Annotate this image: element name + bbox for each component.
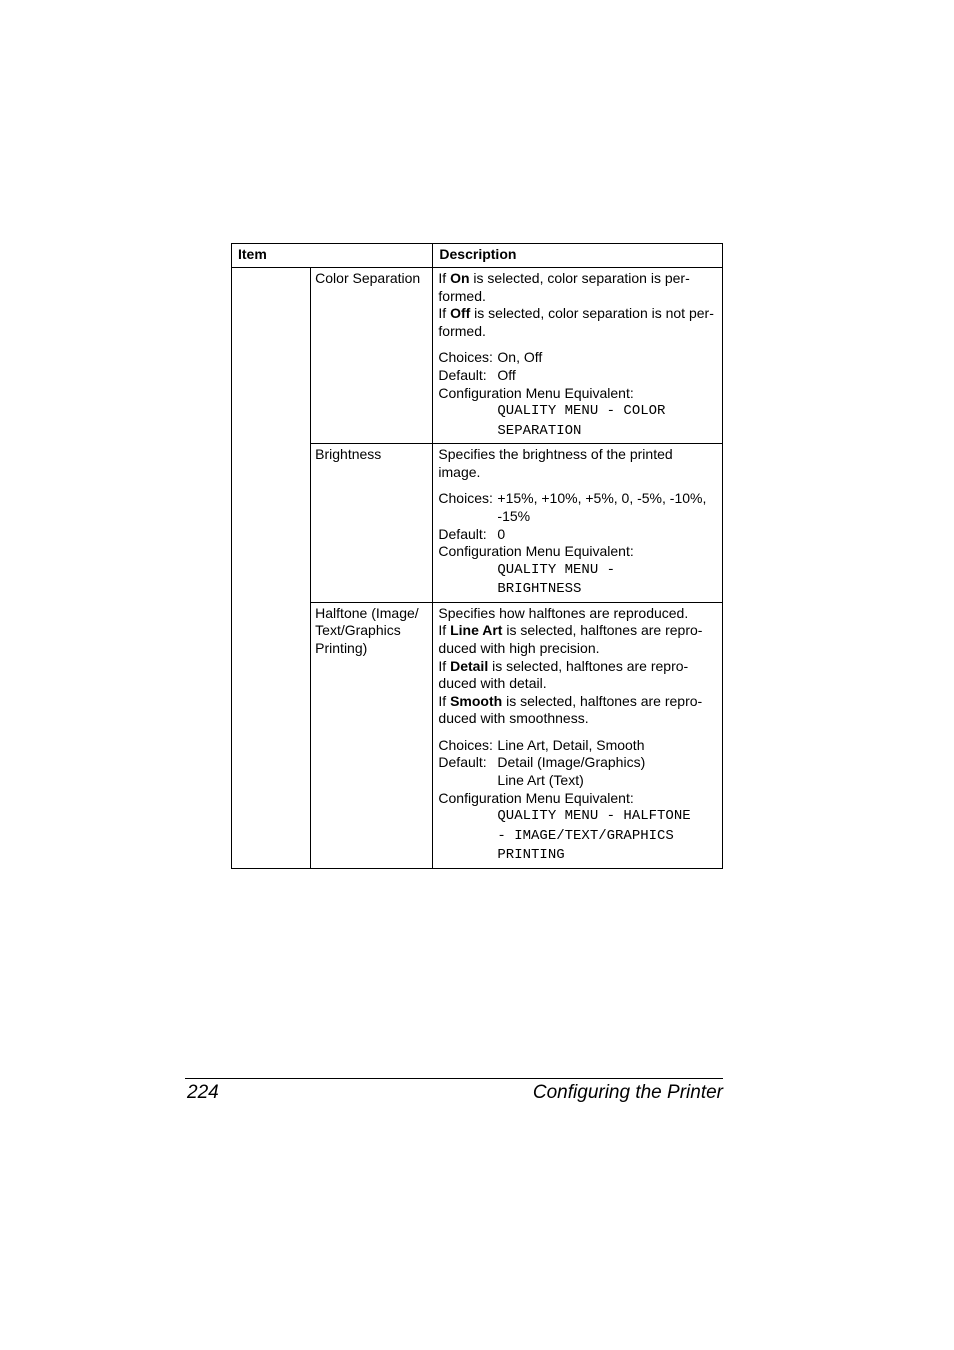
bold-term: Off xyxy=(450,305,471,322)
choices-label: Choices: xyxy=(438,490,493,507)
text-run: is selected, halftones are repro- xyxy=(488,657,689,674)
text-line: formed. xyxy=(438,287,486,304)
item-group-cell xyxy=(232,268,311,869)
config-label: Configuration Menu Equivalent: xyxy=(438,789,634,806)
settings-table xyxy=(231,243,723,869)
config-path-line: QUALITY MENU - HALFTONE xyxy=(497,808,691,825)
item-name-halftone xyxy=(311,602,433,868)
description-halftone xyxy=(433,602,723,868)
config-menu-path xyxy=(438,807,722,868)
choices-block xyxy=(438,490,722,601)
text-run: is selected, halftones are repro- xyxy=(502,622,703,639)
config-menu-path xyxy=(438,402,722,443)
header-item: Item xyxy=(232,244,433,268)
item-name-color-separation xyxy=(311,268,433,444)
default-value: Detail (Image/Graphics) xyxy=(497,754,646,771)
text-line: image. xyxy=(438,463,481,480)
bold-term: Detail xyxy=(450,657,489,674)
text-line: formed. xyxy=(438,322,486,339)
item-label: Halftone (Image/ xyxy=(315,604,419,621)
bold-term: Line Art xyxy=(450,622,503,639)
description-text xyxy=(438,605,722,728)
choices-value: On, Off xyxy=(497,349,543,366)
text-run: If xyxy=(438,692,451,709)
config-path-line: QUALITY MENU - xyxy=(497,561,616,578)
text-run: If xyxy=(438,305,451,322)
footer-divider xyxy=(185,1078,723,1079)
choices-value-continued: -15% xyxy=(497,507,531,524)
text-run: If xyxy=(438,657,451,674)
choices-value: Line Art, Detail, Smooth xyxy=(497,736,645,753)
bold-term: Smooth xyxy=(450,692,503,709)
text-run: is selected, color separation is per- xyxy=(469,270,690,286)
bold-term: On xyxy=(450,270,470,286)
config-path-line: QUALITY MENU - COLOR xyxy=(497,403,666,420)
description-text xyxy=(438,270,722,340)
text-line: Specifies how halftones are reproduced. xyxy=(438,604,689,621)
choices-label: Choices: xyxy=(438,349,493,366)
choices-value: +15%, +10%, +5%, 0, -5%, -10%, xyxy=(497,490,707,507)
text-line: duced with detail. xyxy=(438,675,547,692)
config-path-line: PRINTING xyxy=(497,847,565,864)
table-header-row xyxy=(232,244,723,268)
default-label: Default: xyxy=(438,754,487,771)
page-number: 224 xyxy=(187,1082,219,1103)
running-footer-title: Configuring the Printer xyxy=(532,1082,723,1103)
description-brightness xyxy=(433,444,723,603)
choices-block xyxy=(438,737,722,868)
description-color-separation xyxy=(433,268,723,444)
choices-label: Choices: xyxy=(438,736,493,753)
item-label: Printing) xyxy=(315,639,368,656)
default-value: Off xyxy=(497,366,516,383)
text-run: is selected, color separation is not per- xyxy=(470,305,714,322)
header-description: Description xyxy=(433,244,723,268)
text-run: If xyxy=(438,622,451,639)
item-label: Text/Graphics xyxy=(315,622,401,639)
config-path-line: SEPARATION xyxy=(497,422,582,439)
text-line: duced with smoothness. xyxy=(438,710,589,727)
table-row xyxy=(232,268,723,444)
config-path-line: BRIGHTNESS xyxy=(497,581,582,598)
item-label: Color Separation xyxy=(315,270,421,286)
default-label: Default: xyxy=(438,366,487,383)
text-run: is selected, halftones are repro- xyxy=(502,692,703,709)
description-text xyxy=(438,446,722,481)
text-line: duced with high precision. xyxy=(438,639,600,656)
config-label: Configuration Menu Equivalent: xyxy=(438,384,634,401)
item-label: Brightness xyxy=(315,446,382,463)
choices-block xyxy=(438,349,722,443)
config-label: Configuration Menu Equivalent: xyxy=(438,543,634,560)
default-value-continued: Line Art (Text) xyxy=(497,772,584,789)
text-run: If xyxy=(438,270,451,286)
text-line: Specifies the brightness of the printed xyxy=(438,446,673,463)
config-menu-path xyxy=(438,561,722,602)
default-label: Default: xyxy=(438,525,487,542)
item-name-brightness xyxy=(311,444,433,603)
default-value: 0 xyxy=(497,525,506,542)
config-path-line: - IMAGE/TEXT/GRAPHICS xyxy=(497,827,674,844)
